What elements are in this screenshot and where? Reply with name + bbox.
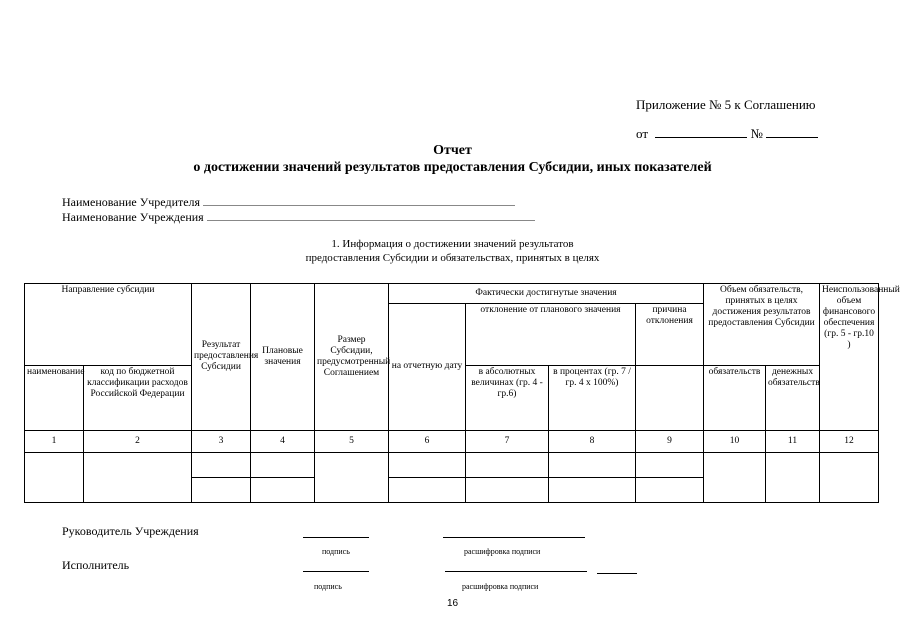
- executor-label: Исполнитель: [62, 558, 130, 572]
- col-number: 6: [389, 430, 466, 452]
- head-label: Руководитель Учреждения: [62, 524, 199, 538]
- th-reason-empty: [636, 366, 704, 430]
- col-number: 11: [766, 430, 820, 452]
- th-monetary: денежных обязательств: [766, 366, 820, 430]
- th-size: Размер Субсидии, предусмотренный Соглашением: [315, 284, 389, 431]
- founder-field: [62, 194, 515, 210]
- cell-reason: [636, 477, 704, 502]
- col-number: 1: [25, 430, 84, 452]
- report-subtitle: о достижении значений результатов предоставления Субсидии, иных показателей: [193, 160, 712, 175]
- executor-signature-line: [303, 571, 369, 572]
- cell-obligations: [704, 452, 766, 502]
- cell-abs: [466, 452, 549, 477]
- th-result: Результат предоставления Субсидии: [192, 284, 251, 431]
- institution-blank: [207, 209, 535, 221]
- col-number: 3: [192, 430, 251, 452]
- date-blank: [655, 125, 747, 138]
- executor-signature-caption: подпись: [314, 582, 342, 591]
- column-numbers-row: [25, 430, 879, 452]
- executor-decoding-caption: расшифровка подписи: [462, 582, 539, 591]
- report-table: [24, 283, 900, 503]
- cell-percent: [549, 452, 636, 477]
- th-direction: Направление субсидии: [25, 284, 192, 366]
- appendix-label: Приложение № 5 к Соглашению: [636, 97, 816, 112]
- institution-field: [62, 209, 535, 225]
- cell-on-date: [389, 452, 466, 477]
- th-percent: в процентах (гр. 7 / гр. 4 х 100%): [549, 366, 636, 430]
- th-on-date: на отчетную дату: [389, 304, 466, 431]
- number-label: №: [750, 126, 763, 141]
- founder-label: Наименование Учредителя: [62, 195, 201, 209]
- cell-result: [192, 477, 251, 502]
- th-unused: Неиспользованный объем финансового обеспечения (гр. 5 - гр.10 ): [820, 284, 879, 431]
- cell-reason: [636, 452, 704, 477]
- founder-blank: [203, 194, 515, 206]
- executor-decoding-line: [445, 571, 587, 572]
- page-number: 16: [446, 598, 459, 609]
- col-number: 8: [549, 430, 636, 452]
- cell-abs: [466, 477, 549, 502]
- th-abs-values: в абсолютных величинах (гр. 4 - гр.6): [466, 366, 549, 430]
- executor-extra-line: [597, 573, 637, 574]
- th-obligations-sub: обязательств: [704, 366, 766, 430]
- section-heading-line1: 1. Информация о достижении значений результатов: [331, 238, 574, 250]
- head-signature-line: [303, 537, 369, 538]
- th-actual: Фактически достигнутые значения: [389, 284, 704, 304]
- col-number: 5: [315, 430, 389, 452]
- col-number: 7: [466, 430, 549, 452]
- col-number: 9: [636, 430, 704, 452]
- col-number: 12: [820, 430, 879, 452]
- th-obligations: Объем обязательств, принятых в целях достижения результатов предоставления Субсидии: [704, 284, 820, 366]
- head-decoding-caption: расшифровка подписи: [464, 547, 541, 556]
- cell-percent: [549, 477, 636, 502]
- cell-budget-code: [84, 452, 192, 502]
- cell-result: [192, 452, 251, 477]
- institution-label: Наименование Учреждения: [62, 210, 204, 224]
- th-reason: причина отклонения: [636, 304, 704, 366]
- from-label: от: [636, 126, 649, 141]
- cell-planned: [251, 477, 315, 502]
- cell-name: [25, 452, 84, 502]
- th-budget-code: код по бюджетной классификации расходов Российской Федерации: [84, 366, 192, 430]
- table-row: [25, 452, 879, 477]
- report-title: Отчет: [433, 143, 472, 158]
- number-blank: [766, 125, 818, 138]
- th-planned: Плановые значения: [251, 284, 315, 431]
- th-name: наименование: [25, 366, 84, 430]
- section-heading-line2: предоставления Субсидии и обязательствах, принятых в целях: [305, 252, 600, 264]
- head-signature-caption: подпись: [322, 547, 350, 556]
- cell-unused: [820, 452, 879, 502]
- col-number: 2: [84, 430, 192, 452]
- th-deviation: отклонение от планового значения: [466, 304, 636, 366]
- cell-planned: [251, 452, 315, 477]
- cell-monetary: [766, 452, 820, 502]
- cell-on-date: [389, 477, 466, 502]
- head-decoding-line: [443, 537, 585, 538]
- col-number: 10: [704, 430, 766, 452]
- cell-size: [315, 452, 389, 502]
- col-number: 4: [251, 430, 315, 452]
- agreement-date-number: [636, 125, 818, 142]
